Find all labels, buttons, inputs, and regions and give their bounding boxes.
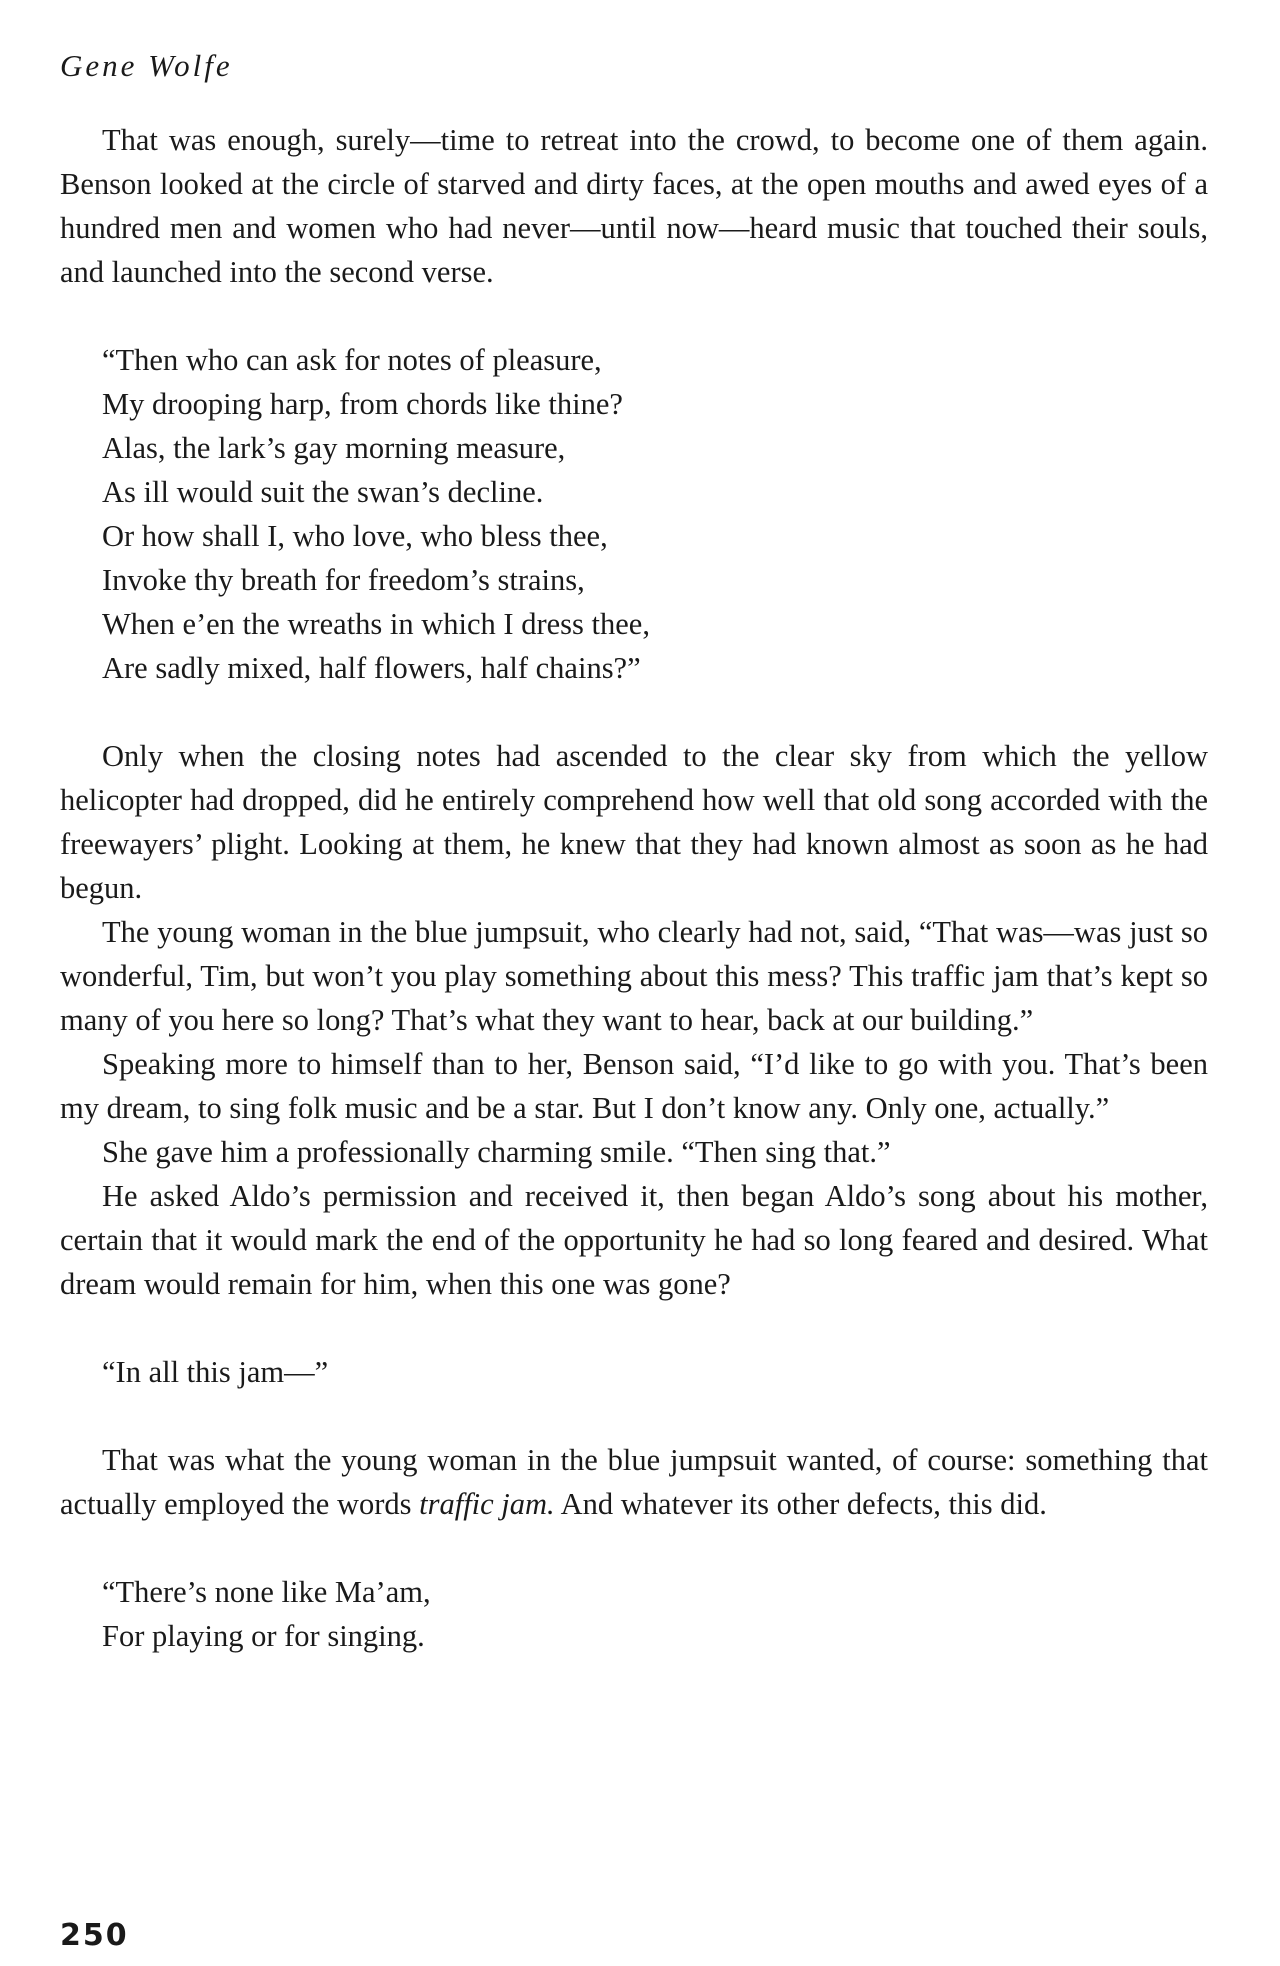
paragraph-7-italic-phrase: traffic jam. [419, 1487, 555, 1521]
verse-line: For playing or for singing. [102, 1619, 425, 1653]
spacer [60, 1306, 1208, 1350]
verse-line: “There’s none like Ma’am, [102, 1575, 431, 1609]
paragraph-4: Speaking more to himself than to her, Benson said, “I’d like to go with you. That’s been my dream, to sing folk music and be a star. But I don’t know any. Only one, actually.” [60, 1047, 1208, 1125]
verse-line: Invoke thy breath for freedom’s strains, [102, 563, 585, 597]
verse-line: Are sadly mixed, half flowers, half chains?” [102, 651, 641, 685]
paragraph-3: The young woman in the blue jumpsuit, who clearly had not, said, “That was—was just so wonderful, Tim, but won’t you play something about this mess? This traffic jam that’s kept so many of you here so long? That’s what they want to hear, back at our building.” [60, 915, 1208, 1037]
paragraph-7-text-end: And whatever its other defects, this did. [554, 1487, 1047, 1521]
paragraph-7-text: That was what the young woman in the blue jumpsuit wanted, of course: something that actually employed the words [60, 1443, 1208, 1521]
paragraph-6: He asked Aldo’s permission and received it, then began Aldo’s song about his mother, certain that it would mark the end of the opportunity he had so long feared and desired. What dream would remain for him, when this one was gone? [60, 1179, 1208, 1301]
verse-block-3 [60, 1570, 1208, 1658]
body-text [60, 118, 1208, 1658]
paragraph-5: She gave him a professionally charming smile. “Then sing that.” [102, 1135, 891, 1169]
running-head-author: Gene Wolfe [60, 48, 233, 83]
spacer [60, 690, 1208, 734]
verse-block-2 [60, 1350, 1208, 1394]
verse-line: Or how shall I, who love, who bless thee, [102, 519, 608, 553]
verse-line: Alas, the lark’s gay morning measure, [102, 431, 566, 465]
page-number: 250 [60, 1918, 129, 1953]
verse-line: “Then who can ask for notes of pleasure, [102, 343, 602, 377]
paragraph-7 [60, 1438, 1208, 1526]
verse-line: As ill would suit the swan’s decline. [102, 475, 544, 509]
spacer [60, 1526, 1208, 1570]
verse-line: “In all this jam—” [102, 1355, 329, 1389]
verse-line: When e’en the wreaths in which I dress thee, [102, 607, 650, 641]
verse-block-1 [60, 338, 1208, 690]
spacer [60, 294, 1208, 338]
spacer [60, 1394, 1208, 1438]
paragraph-1: That was enough, surely—time to retreat into the crowd, to become one of them again. Benson looked at the circle of starved and dirty faces, at the open mouths and awed eyes of a hundred men and women who had never—until now—heard music that touched their souls, and launched into the second verse. [60, 123, 1208, 289]
verse-line: My drooping harp, from chords like thine? [102, 387, 623, 421]
paragraph-2: Only when the closing notes had ascended to the clear sky from which the yellow helicopter had dropped, did he entirely comprehend how well that old song accorded with the freewayers’ plight. Looking at them, he knew that they had known almost as soon as he had begun. [60, 739, 1208, 905]
